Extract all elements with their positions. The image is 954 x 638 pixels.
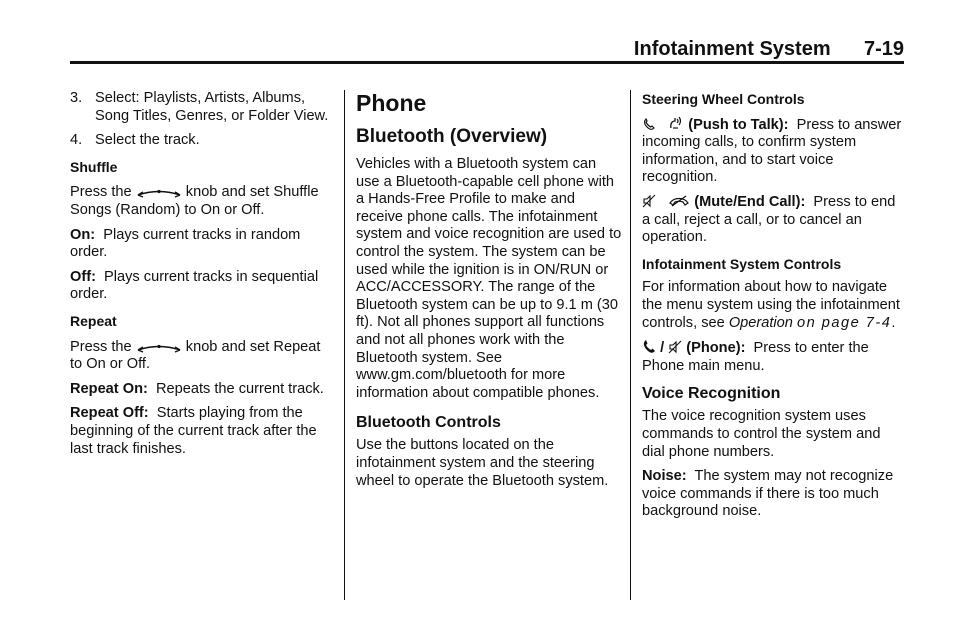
repeat-heading: Repeat [70, 312, 117, 329]
text: knob and set Repeat to On or Off. [70, 338, 321, 373]
column-3 [642, 90, 906, 528]
term: Off: [70, 268, 96, 285]
list-item [70, 90, 332, 125]
column-divider-1 [344, 90, 345, 600]
list-text: Select the track. [95, 132, 200, 149]
header-section: Infotainment System [633, 38, 831, 60]
menu-knob-icon [136, 343, 182, 353]
phone-handset-icon [642, 117, 656, 131]
phone-icon [642, 339, 656, 354]
operation-link[interactable]: Operation [728, 314, 793, 331]
term: (Mute/End Call): [694, 193, 806, 210]
shuffle-heading: Shuffle [70, 158, 118, 175]
text: Plays current tracks in sequential order. [70, 268, 319, 303]
text: Press to enter the Phone main menu. [642, 340, 869, 374]
column-divider-2 [630, 90, 631, 600]
mute-icon [668, 340, 682, 354]
term: On: [70, 226, 96, 243]
header-rule [70, 61, 904, 64]
voice-recognition-heading: Voice Recognition [642, 385, 781, 403]
text: Press to answer incoming calls, to confirm system information, and to start voice recognition. [642, 116, 902, 186]
end-call-icon [668, 194, 690, 208]
voice-talk-icon [668, 115, 684, 131]
text: Starts playing from the beginning of the current track after the last track finishes. [70, 405, 317, 457]
text: Repeats the current track. [155, 380, 324, 397]
mute-icon [642, 194, 656, 208]
off-definition [70, 269, 332, 304]
infotainment-system-controls-heading: Infotainment System Controls [642, 255, 842, 272]
list-text: Select: Playlists, Artists, Albums, Song Titles, Genres, or Folder View. [95, 90, 329, 124]
column-1 [70, 90, 332, 465]
bluetooth-controls-heading: Bluetooth Controls [356, 414, 501, 432]
noise-definition [642, 468, 906, 521]
separator: / [660, 340, 665, 357]
shuffle-paragraph [70, 184, 332, 219]
term: (Push to Talk): [688, 116, 789, 133]
text: Press the [70, 338, 132, 355]
push-to-talk-paragraph [642, 115, 906, 187]
steering-wheel-controls-heading: Steering Wheel Controls [642, 91, 805, 107]
text: Press the [70, 184, 132, 201]
repeat-off-definition [70, 405, 332, 458]
text: The system may not recognize voice commands if there is too much background noise. [642, 468, 894, 520]
term: Repeat On: [70, 380, 148, 397]
bluetooth-overview-heading: Bluetooth (Overview) [356, 126, 548, 147]
header-title [634, 38, 904, 61]
text: knob and set Shuffle Songs (Random) to On or Off. [70, 184, 319, 218]
text: For information about how to navigate the menu system using the infotainment controls, see [642, 279, 900, 331]
text: Press to end a call, reject a call, or to cancel an operation. [642, 193, 896, 246]
text: Plays current tracks in random order. [70, 226, 301, 261]
page-number: 7-19 [863, 38, 904, 60]
bluetooth-controls-paragraph: Use the buttons located on the infotainment system and the steering wheel to operate the Bluetooth system. [356, 437, 609, 489]
list-number: 4. [70, 132, 83, 149]
on-definition [70, 227, 332, 262]
repeat-on-definition [70, 381, 332, 399]
term: Noise: [642, 468, 687, 485]
repeat-paragraph [70, 339, 332, 374]
voice-recognition-paragraph: The voice recognition system uses commands to control the system and dial phone numbers. [642, 408, 881, 460]
term: (Phone): [686, 340, 746, 357]
bluetooth-overview-paragraph: Vehicles with a Bluetooth system can use a Bluetooth-capable cell phone with a Hands-Free Profile to make and receive phone calls. The infotainment system and voice recognition are used to control the system. The system can be used while the ignition is in ON/RUN or ACC/ACCESSORY. The range of the Bluetooth system can be up to 9.1 m (30 ft). Not all phones support all functions and not all phones work with the Bluetooth system. See www.gm.com/bluetooth for more information about compatible phones. [356, 156, 622, 401]
list-number: 3. [70, 90, 83, 106]
mute-end-call-paragraph [642, 194, 906, 247]
column-2 [356, 90, 622, 497]
phone-paragraph [642, 339, 906, 375]
phone-title: Phone [356, 90, 427, 116]
menu-knob-icon [136, 188, 182, 198]
infotainment-controls-paragraph [642, 279, 906, 332]
page-reference-link[interactable]: on page 7-4 [796, 314, 892, 331]
text: . [891, 314, 896, 331]
page-header [70, 34, 904, 64]
list-item [70, 132, 332, 150]
term: Repeat Off: [70, 405, 149, 422]
